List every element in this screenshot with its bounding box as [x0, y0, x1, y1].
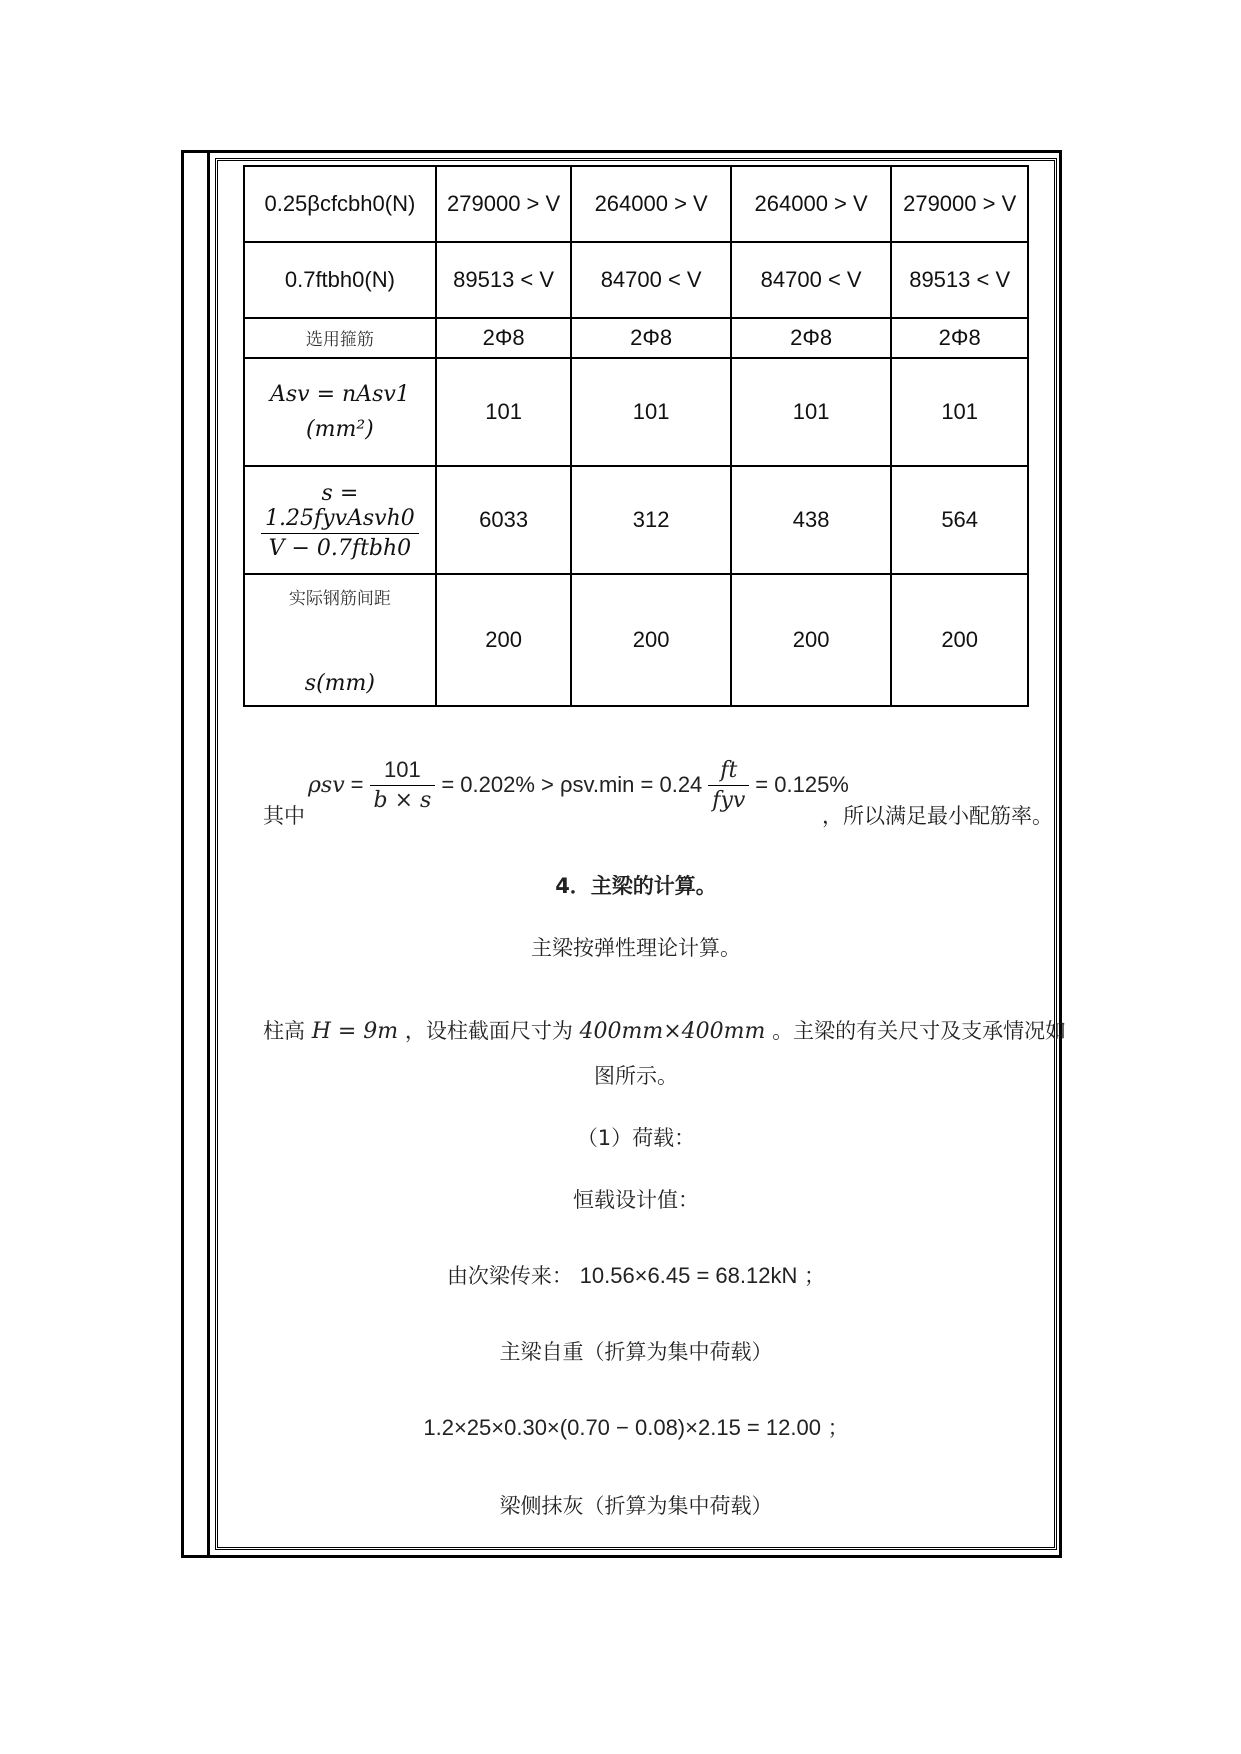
- fraction-numerator: 1.25fyvAsvh0: [261, 506, 419, 534]
- page-left-strip: [207, 150, 210, 1558]
- table-row: [244, 166, 1028, 242]
- table-cell: 200: [731, 574, 891, 706]
- table-cell: 89513 < V: [436, 242, 572, 318]
- row-label: [244, 358, 436, 466]
- ratio-middle: = 0.202% > ρsv.min = 0.24: [441, 772, 703, 797]
- table-cell: 84700 < V: [731, 242, 891, 318]
- fraction-denominator: b × s: [373, 788, 432, 813]
- table-cell: 200: [891, 574, 1028, 706]
- ratio-end: = 0.125%: [755, 772, 849, 797]
- self-weight-expression: 1.2×25×0.30×(0.70 − 0.08)×2.15 = 12.00: [423, 1415, 821, 1440]
- row-label: 选用箍筋: [244, 318, 436, 358]
- section-heading: 4．主梁的计算。: [555, 874, 717, 898]
- table-cell: 2Φ8: [731, 318, 891, 358]
- elastic-theory-text: 主梁按弹性理论计算。: [531, 936, 741, 960]
- table-cell: 101: [571, 358, 730, 466]
- table-cell: 438: [731, 466, 891, 574]
- table-cell: 84700 < V: [571, 242, 730, 318]
- table-cell: 264000 > V: [571, 166, 730, 242]
- fraction-denominator: V − 0.7ftbh0: [268, 535, 412, 561]
- row-label: [244, 466, 436, 574]
- table-cell: 101: [731, 358, 891, 466]
- self-weight-calc: 1.2×25×0.30×(0.70 − 0.08)×2.15 = 12.00 ；: [423, 1415, 849, 1440]
- row-label: [244, 574, 436, 706]
- table-cell: 101: [891, 358, 1028, 466]
- row-label: 0.7ftbh0(N): [244, 242, 436, 318]
- ratio-fraction: [370, 757, 436, 813]
- table-cell: 101: [436, 358, 572, 466]
- table-row: [244, 574, 1028, 706]
- actual-spacing-label: 实际钢筋间距: [288, 589, 391, 609]
- secondary-load-expression: 10.56×6.45 = 68.12kN: [579, 1263, 798, 1288]
- fraction-numerator: 101: [370, 757, 436, 786]
- spacing-fraction: [261, 506, 419, 561]
- secondary-beam-load: 由次梁传来： 10.56×6.45 = 68.12kN ；: [446, 1263, 826, 1288]
- table-cell: 200: [436, 574, 572, 706]
- row-label: 0.25βcfcbh0(N): [244, 166, 436, 242]
- column-paragraph-line2: 图所示。: [594, 1064, 678, 1088]
- actual-spacing-unit: s(mm): [304, 671, 375, 696]
- load-heading: （1）荷载：: [576, 1126, 696, 1150]
- table-row: [244, 466, 1028, 574]
- where-suffix: ，所以满足最小配筋率。: [822, 804, 1053, 828]
- table-cell: 279000 > V: [436, 166, 572, 242]
- spacing-lhs: s =: [321, 480, 359, 506]
- where-prefix: 其中: [263, 804, 305, 828]
- fraction-denominator: fyv: [712, 787, 746, 813]
- table-cell: 6033: [436, 466, 572, 574]
- table-cell: 312: [571, 466, 730, 574]
- plaster-heading: 梁侧抹灰（折算为集中荷载）: [499, 1494, 773, 1518]
- table-cell: 200: [571, 574, 730, 706]
- table-cell: 2Φ8: [436, 318, 572, 358]
- table-cell: 2Φ8: [571, 318, 730, 358]
- table-cell: 564: [891, 466, 1028, 574]
- table-row: [244, 358, 1028, 466]
- table-cell: 279000 > V: [891, 166, 1028, 242]
- rho-formula: ρsv = $\frac{101}{b \times s}$ = 0.202% > ρsv.min = 0.24 $\frac{ft}{\text{fyv}}$ = 0.125%: [308, 757, 849, 813]
- column-paragraph: 柱高 H = 9m ，设柱截面尺寸为 400mm×400mm 。主梁的有关尺寸及支承情况如: [263, 1019, 1067, 1044]
- fraction-numerator: ft: [708, 758, 749, 786]
- asv-formula: Asv = nAsv1: [269, 382, 410, 407]
- table-cell: 89513 < V: [891, 242, 1028, 318]
- table-cell: 2Φ8: [891, 318, 1028, 358]
- self-weight-heading: 主梁自重（折算为集中荷载）: [499, 1340, 773, 1364]
- dead-load-heading: 恒载设计值：: [573, 1188, 699, 1212]
- table-cell: 264000 > V: [731, 166, 891, 242]
- asv-unit: (mm²): [306, 417, 374, 442]
- table-row: [244, 242, 1028, 318]
- rho-symbol: ρsv: [308, 772, 345, 798]
- table-row: [244, 318, 1028, 358]
- ft-fyv-fraction: [708, 758, 749, 813]
- stirrup-calculation-table: [243, 165, 1029, 707]
